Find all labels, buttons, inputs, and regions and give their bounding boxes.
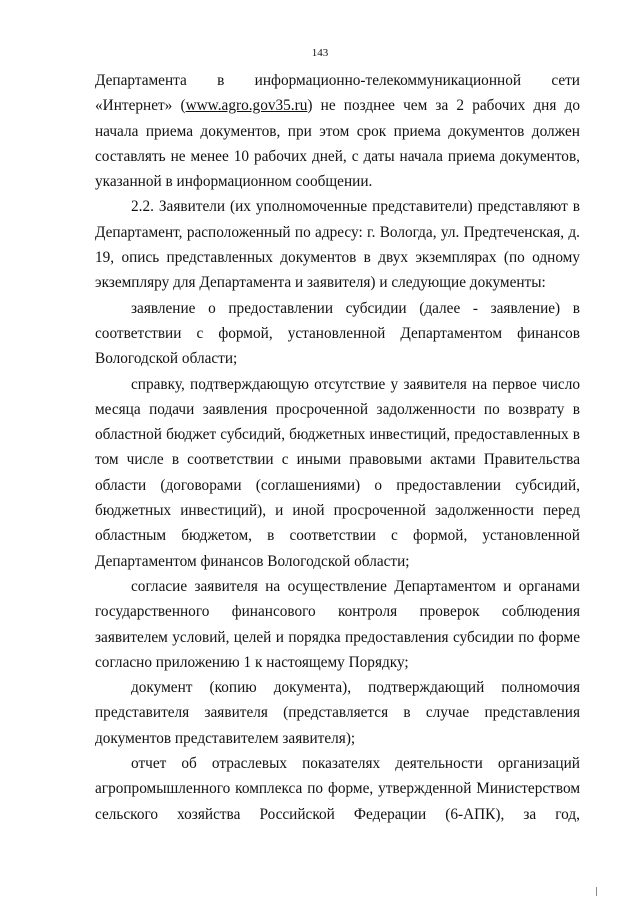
list-item-report: отчет об отраслевых показателях деятельности организаций агропромышленного комплекса по форме, утвержденной Министерством сельского хозяйства Российской Федерации (6-АПК), за год, (95, 755, 580, 823)
page-number: 143 (311, 47, 329, 59)
paragraph-2-2: 2.2. Заявители (их уполномоченные представители) представляют в Департамент, расположенный по адресу: г. Вологда, ул. Предтеченская, д. 19, опись представленных документов в двух экземплярах (по одному экземпляру для Департамента и заявителя) и следующие документы: (95, 198, 580, 292)
scan-edge-mark (596, 887, 597, 896)
paragraph-text: Департамента в информационно-телекоммуникационной сети «Интернет» ( (95, 72, 580, 115)
list-item-debt-certificate: справку, подтверждающую отсутствие у заявителя на первое число месяца подачи заявления просроченной задолженности по возврату в областной бюджет субсидий, бюджетных инвестиций, предоставленных в том числе в соответствии с иными правовыми актами Правительства области (договорами (соглашениями) о предоставлении субсидий, бюджетных инвестиций), и иной просроченной задолженности перед областным бюджетом, в соответствии с формой, установленной Департаментом финансов Вологодской области; (95, 375, 580, 570)
document-body (95, 68, 580, 827)
list-item-application: заявление о предоставлении субсидии (далее - заявление) в соответствии с формой, установленной Департаментом финансов Вологодской области; (95, 299, 580, 368)
list-item-consent: согласие заявителя на осуществление Департаментом и органами государственного финансового контроля проверок соблюдения заявителем условий, целей и порядка предоставления субсидии по форме согласно приложению 1 к настоящему Порядку; (95, 577, 580, 671)
paragraph-text: ) не позднее чем за 2 рабочих дня до начала приема документов, при этом срок приема документов должен составлять не менее 10 рабочих дней, с даты начала приема документов, указанной в информационном сообщении. (95, 97, 580, 191)
website-link[interactable]: www.agro.gov35.ru (185, 97, 308, 115)
paragraph-publication-terms (95, 68, 580, 194)
list-item-authority-document: документ (копию документа), подтверждающий полномочия представителя заявителя (представляется в случае представления документов представителем заявителя); (95, 679, 580, 747)
